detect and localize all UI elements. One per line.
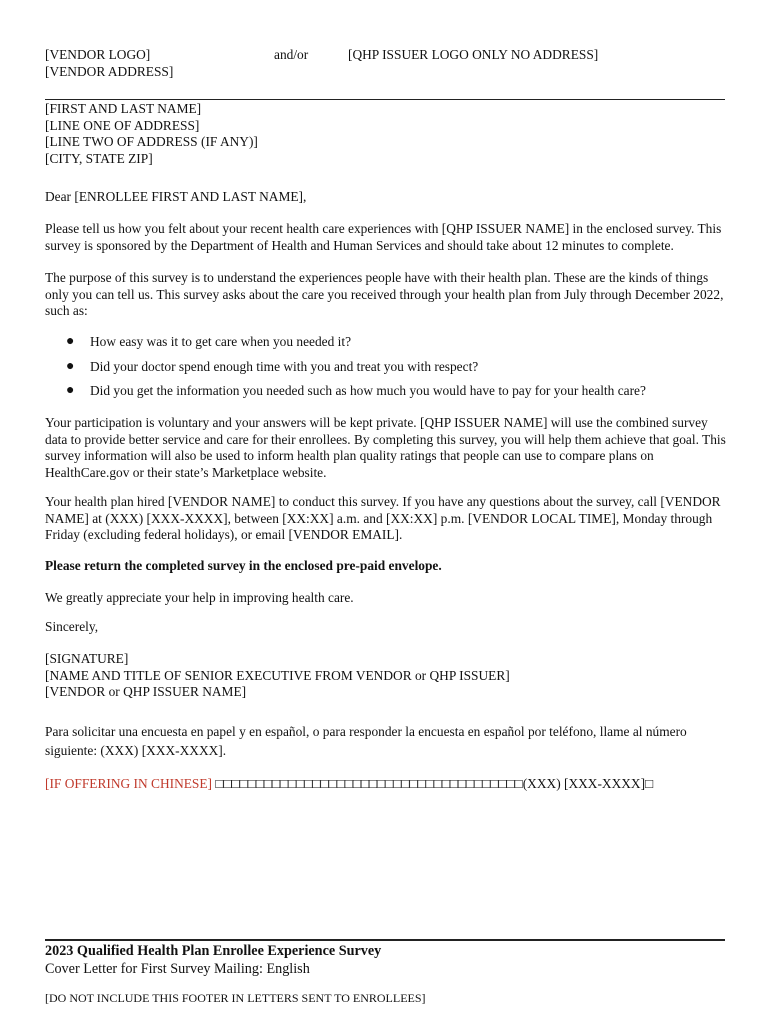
question-list bbox=[66, 334, 726, 408]
list-item-text: Did your doctor spend enough time with you and treat you with respect? bbox=[90, 358, 479, 374]
vendor-address-placeholder: [VENDOR ADDRESS] bbox=[45, 63, 174, 79]
bullet-icon: ● bbox=[66, 334, 75, 349]
header-divider bbox=[45, 99, 725, 100]
paragraph-thanks: We greatly appreciate your help in improving health care. bbox=[45, 590, 354, 605]
paragraph-participation: Your participation is voluntary and your answers will be kept private. [QHP ISSUER NAME] will use the combined survey data to provide better service and care for their enrollees. By completing this survey, you will help them achieve that goal. This survey information will also be used to inform health plan quality ratings that people can use to compare plans on HealthCare.gov or their state’s Marketplace website. bbox=[45, 415, 726, 480]
list-item bbox=[66, 383, 726, 408]
signature-placeholder: [SIGNATURE] bbox=[45, 651, 129, 666]
bullet-icon: ● bbox=[66, 383, 75, 398]
vendor-logo-placeholder: [VENDOR LOGO] bbox=[45, 47, 151, 62]
paragraph-contact: Your health plan hired [VENDOR NAME] to conduct this survey. If you have any questions about the survey, call [VENDOR NAME] at (XXX) [XXX-XXXX], between [XX:XX] a.m. and [XX:XX] p.m. [VENDOR LOCAL TIME], Monday through Friday (excluding federal holidays), or email [VENDOR EMAIL]. bbox=[45, 494, 721, 542]
closing: Sincerely, bbox=[45, 619, 99, 634]
chinese-text: □□□□□□□□□□□□□□□□□□□□□□□□□□□□□□□□□□□□□□(XXX) [XXX-XXXX]□ bbox=[215, 776, 654, 791]
recipient-address bbox=[45, 101, 258, 167]
recipient-line2: [LINE TWO OF ADDRESS (IF ANY)] bbox=[45, 134, 258, 149]
footer-subtitle: Cover Letter for First Survey Mailing: English bbox=[45, 961, 310, 977]
list-item bbox=[66, 359, 726, 384]
footer-title: 2023 Qualified Health Plan Enrollee Experience Survey bbox=[45, 943, 382, 959]
bullet-icon: ● bbox=[66, 358, 75, 374]
signature-block bbox=[45, 651, 730, 701]
spanish-notice: Para solicitar una encuesta en papel y en español, o para responder la encuesta en español por teléfono, llame al número siguiente: (XXX) [XXX-XXXX]. bbox=[45, 724, 687, 758]
signer-org: [VENDOR or QHP ISSUER NAME] bbox=[45, 684, 247, 699]
vendor-block bbox=[45, 47, 173, 80]
paragraph-intro: Please tell us how you felt about your recent health care experiences with [QHP ISSUER NAME] in the enclosed survey. This survey is sponsored by the Department of Health and Human Services and should take about 12 minutes to complete. bbox=[45, 221, 722, 253]
signer-title: [NAME AND TITLE OF SENIOR EXECUTIVE FROM VENDOR or QHP ISSUER] bbox=[45, 667, 510, 683]
salutation: Dear [ENROLLEE FIRST AND LAST NAME], bbox=[45, 189, 307, 204]
paragraph-purpose: The purpose of this survey is to understand the experiences people have with their health plan. These are the kinds of things only you can tell us. This survey asks about the care you received through your health plan from July through December 2022, such as: bbox=[45, 270, 724, 318]
recipient-name: [FIRST AND LAST NAME] bbox=[45, 101, 202, 116]
recipient-line1: [LINE ONE OF ADDRESS] bbox=[45, 117, 200, 133]
footer-divider bbox=[45, 939, 725, 941]
chinese-notice bbox=[45, 776, 730, 793]
paragraph-return-instructions: Please return the completed survey in the enclosed pre-paid envelope. bbox=[45, 558, 442, 573]
list-item-text: How easy was it to get care when you needed it? bbox=[90, 334, 352, 349]
list-item-text: Did you get the information you needed such as how much you would have to pay for your health care? bbox=[90, 383, 646, 398]
and-or-text: and/or bbox=[274, 47, 309, 62]
footer-note: [DO NOT INCLUDE THIS FOOTER IN LETTERS SENT TO ENROLLEES] bbox=[45, 991, 426, 1005]
recipient-city: [CITY, STATE ZIP] bbox=[45, 150, 153, 166]
list-item bbox=[66, 334, 726, 359]
chinese-tag: [IF OFFERING IN CHINESE] bbox=[45, 776, 213, 791]
qhp-logo-placeholder: [QHP ISSUER LOGO ONLY NO ADDRESS] bbox=[348, 47, 599, 62]
